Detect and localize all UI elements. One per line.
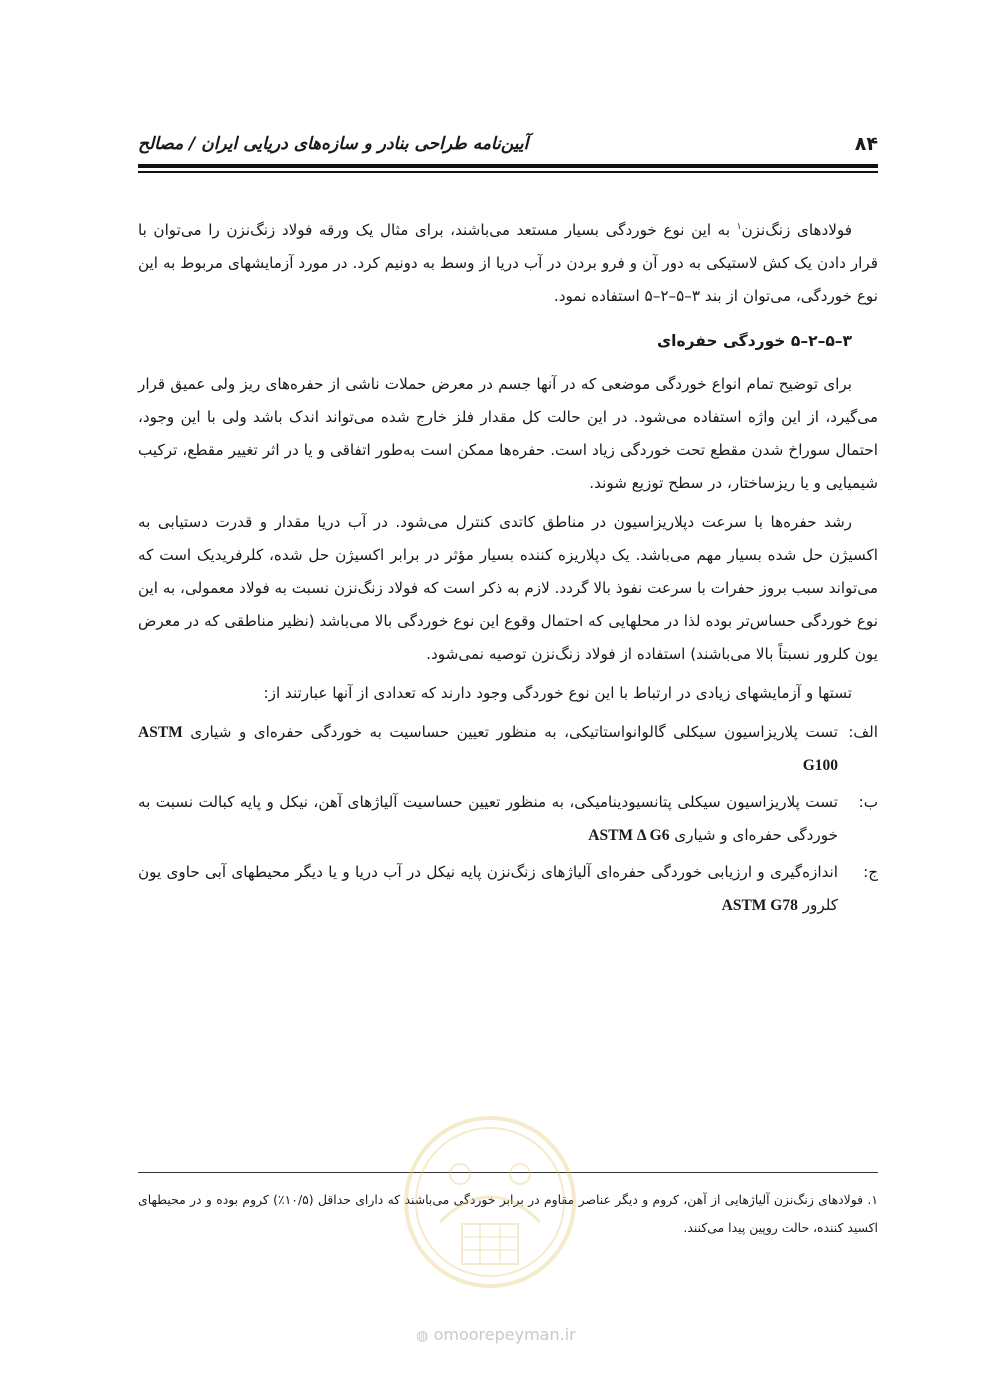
list-label: ب: [858,793,878,811]
footnote-ref[interactable]: ۱ [736,221,742,232]
watermark-seal-icon [400,1112,580,1292]
page-number: ۸۴ [854,133,878,155]
globe-icon: ◍ [416,1328,429,1344]
list-text: تست پلاریزاسیون سیکلی پتانسیودینامیکی، به منظور تعیین حساسیت آلیاژهای آهن، نیکل و پایه کبالت نسبت به خوردگی حفره‌ای و شیاری ASTM Δ G6 [138,793,838,844]
list-label: الف: [848,723,878,741]
watermark-site: ◍ omoorepeyman.ir [416,1325,576,1344]
standard-code: ASTM Δ G6 [588,827,670,844]
list-item [138,856,878,922]
list-text: تست پلاریزاسیون سیکلی گالوانواستاتیکی، به منظور تعیین حساسیت به خوردگی حفره‌ای و شیاری ASTM G100 [138,723,839,774]
list-item [138,786,878,852]
list-item [138,716,878,782]
running-title: آیین‌نامه طراحی بنادر و سازه‌های دریایی ایران / مصالح [138,134,529,154]
list-text: اندازه‌گیری و ارزیابی خوردگی حفره‌ای آلیاژهای زنگ‌نزن پایه نیکل در آب دریا و یا دیگر محیطهای آبی حاوی یون کلرور ASTM G78 [138,863,838,914]
list-label: ج: [863,863,878,881]
header-rule-thick [138,164,878,168]
paragraph: برای توضیح تمام انواع خوردگی موضعی که در آنها جسم در معرض حملات ناشی از حفره‌های ریز ولی عمیق قرار می‌گیرد، از این واژه استفاده می‌شود. در این حالت کل مقدار فلز خارج شده می‌تواند اندک باشد ولی با این وجود، احتمال سوراخ شدن مقطع تحت خوردگی زیاد است. حفره‌ها ممکن است به‌طور اتفاقی و یا در اثر تغییر مقطع، ترکیب شیمیایی و یا ریزساختار، در سطح توزیع شوند. [138,375,878,492]
body-text [138,214,878,926]
test-list [138,716,878,922]
header-rule-thin [138,171,878,173]
standard-code: ASTM G78 [721,897,798,914]
paragraph: تستها و آزمایشهای زیادی در ارتباط با این نوع خوردگی وجود دارند که تعدادی از آنها عبارتند از: [263,684,852,702]
standard-code: ASTM G100 [138,724,838,774]
section-heading: ۳–۵–۲–۵ خوردگی حفره‌ای [656,332,852,350]
page-header [138,126,878,162]
footnote: ۱. فولادهای زنگ‌نزن آلیاژهایی از آهن، کروم و دیگر عناصر مقاوم در برابر خوردگی می‌باشند که دارای حداقل (۱۰/۵٪) کروم بوده و در محیطهای اکسید کننده، حالت روپین پیدا می‌کنند. [138,1192,879,1235]
intro-paragraph: فولادهای زنگ‌نزن$^۱$ به این نوع خوردگی بسیار مستعد می‌باشند، برای مثال یک ورقه فولاد زنگ‌نزن را می‌توان با قرار دادن یک کش لاستیکی به دور آن و فرو بردن در آب دریا از وسط به دونیم کرد. در مورد آزمایشهای مربوط به این نوع خوردگی، می‌توان از بند ۳–۵–۲–۵ استفاده نمود. [138,221,878,305]
paragraph: رشد حفره‌ها با سرعت دپلاریزاسیون در مناطق کاتدی کنترل می‌شود. در آب دریا مقدار و قدرت دستیابی به اکسیژن حل شده بسیار مهم می‌باشد. یک دپلاریزه کننده بسیار مؤثر در برابر اکسیژن حل شده، کلرفریدیک است که می‌تواند سبب بروز حفرات با سرعت نفوذ بالا گردد. لازم به ذکر است که فولاد زنگ‌نزن نسبت به فولاد معمولی، به این نوع خوردگی حساس‌تر بوده لذا در محلهایی که احتمال وقوع این نوع خوردگی بالا می‌باشد (نظیر مناطقی که در معرض یون کلرور نسبتاً بالا می‌باشند) استفاده از فولاد زنگ‌نزن توصیه نمی‌شود. [138,513,878,663]
